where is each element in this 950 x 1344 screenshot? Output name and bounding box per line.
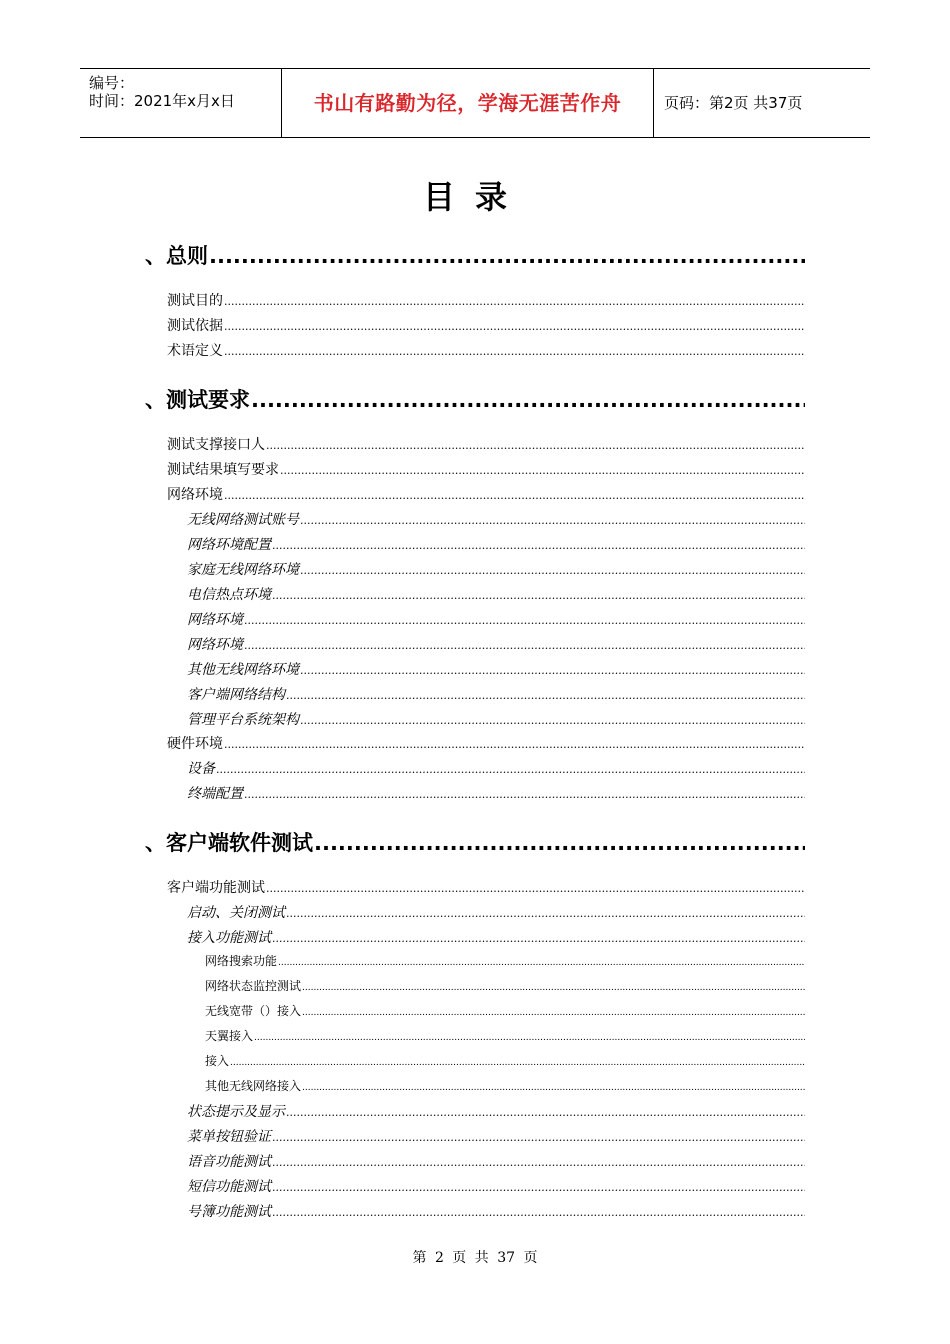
toc-leader-dots (286, 689, 805, 702)
toc-leader-dots (286, 907, 805, 920)
toc-subentry[interactable] (187, 534, 805, 554)
toc-leader-dots (286, 1106, 805, 1119)
toc-leader-dots (302, 1008, 805, 1018)
toc-entry-label: 终端配置 (187, 786, 243, 802)
toc-entry-label: 客户端功能测试 (167, 880, 265, 896)
toc-entry-label: 接入功能测试 (187, 930, 271, 946)
toc-entry-label: 术语定义 (167, 343, 223, 359)
toc-leader-dots (272, 1131, 805, 1144)
toc-subentry[interactable] (187, 902, 805, 922)
toc-entry-label: 测试目的 (167, 293, 223, 309)
toc-entry-label: 网络环境 (187, 612, 243, 628)
toc-entry-label: 客户端网络结构 (187, 687, 285, 703)
toc-entry-label: 启动、关闭测试 (187, 905, 285, 921)
toc-leader-dots (302, 983, 805, 993)
header-center-cell (282, 69, 654, 137)
toc-leader-dots (272, 1156, 805, 1169)
toc-entry[interactable] (167, 340, 805, 360)
toc-subentry[interactable] (187, 509, 805, 529)
toc-entry-label: 接入 (205, 1054, 230, 1068)
toc-entry-label: 客户端软件测试 (166, 831, 313, 855)
motto: 书山有路勤为径，学海无涯苦作舟 (313, 91, 622, 115)
toc-entry-label: 测试依据 (167, 318, 223, 334)
page-title: 目录 (422, 178, 527, 216)
toc-subentry[interactable] (187, 609, 805, 629)
toc-entry-label: 网络环境 (167, 487, 223, 503)
toc-leader-dots (216, 763, 805, 776)
toc-leader-dots (300, 514, 805, 527)
toc-leader-dots (224, 738, 805, 751)
toc-leader-dots (314, 831, 805, 855)
toc-entry-label: 测试结果填写要求 (167, 462, 279, 478)
toc-entry-label: 电信热点环境 (187, 587, 271, 603)
toc-leader-dots (272, 589, 805, 602)
toc-leader-dots (272, 539, 805, 552)
toc-leader-dots (254, 1033, 805, 1043)
toc-leader-dots (244, 614, 805, 627)
toc-leader-dots (244, 788, 805, 801)
toc-leader-dots (280, 464, 805, 477)
toc-subentry[interactable] (187, 1176, 805, 1196)
toc-subsubentry[interactable] (205, 1077, 805, 1094)
toc-entry-label: 总则 (166, 244, 208, 268)
toc-entry-label: 设备 (187, 761, 215, 777)
toc-subentry[interactable] (187, 584, 805, 604)
toc-leader-dots (272, 1206, 805, 1219)
toc-subsubentry[interactable] (205, 977, 805, 994)
header-left-cell (80, 69, 282, 137)
header-right-cell (664, 69, 870, 137)
toc-subentry[interactable] (187, 1151, 805, 1171)
toc-entry-label: 家庭无线网络环境 (187, 562, 299, 578)
toc-entry[interactable] (167, 877, 805, 897)
toc-leader-dots (224, 489, 805, 502)
toc-leader-dots (300, 564, 805, 577)
toc-entry[interactable] (167, 484, 805, 504)
toc-entry-label: 无线网络测试账号 (187, 512, 299, 528)
header-table (80, 68, 870, 138)
toc-heading-2[interactable]: 、 测试要求 ..... (145, 384, 805, 414)
toc-entry-label: 其他无线网络环境 (187, 662, 299, 678)
toc-entry-label: 网络状态监控测试 (205, 979, 302, 993)
toc-leader-dots (224, 345, 805, 358)
toc-leader-dots (251, 388, 805, 412)
toc-entry-label: 网络环境 (187, 637, 243, 653)
toc-leader-dots (266, 439, 805, 452)
toc-subentry[interactable] (187, 783, 805, 803)
toc-subentry[interactable] (187, 709, 805, 729)
toc-subentry[interactable] (187, 1101, 805, 1121)
toc-leader-dots (272, 1181, 805, 1194)
toc-leader-dots (244, 639, 805, 652)
toc-subentry[interactable] (187, 758, 805, 778)
toc-subsubentry[interactable] (205, 1002, 805, 1019)
toc-entry-label: 管理平台系统架构 (187, 712, 299, 728)
toc-leader-dots (224, 320, 805, 333)
toc-entry-label: 测试要求 (166, 388, 250, 412)
toc-entry-label: 天翼接入 (205, 1029, 254, 1043)
toc-subentry[interactable] (187, 927, 805, 947)
toc-leader-dots (209, 244, 805, 268)
toc-entry[interactable] (167, 315, 805, 335)
toc-entry[interactable] (167, 434, 805, 454)
toc-entry-label: 语音功能测试 (187, 1154, 271, 1170)
toc-entry[interactable] (167, 459, 805, 479)
toc-subentry[interactable] (187, 1201, 805, 1221)
toc-entry-label: 菜单按钮验证 (187, 1129, 271, 1145)
toc-entry-label: 号簿功能测试 (187, 1204, 271, 1220)
toc-subsubentry[interactable] (205, 952, 805, 969)
toc-leader-dots (300, 714, 805, 727)
number-label: 编号： (89, 74, 135, 92)
page-info: 页码：第2页 共37页 (664, 94, 803, 112)
toc-leader-dots (272, 932, 805, 945)
toc-subentry[interactable] (187, 684, 805, 704)
toc-subentry[interactable] (187, 1126, 805, 1146)
toc-subentry[interactable] (187, 559, 805, 579)
toc-leader-dots (224, 295, 805, 308)
page-footer: 第 2 页 共 37 页 (412, 1250, 538, 1266)
toc-subsubentry[interactable] (205, 1027, 805, 1044)
time-label: 时间：2021年x月x日 (89, 92, 235, 110)
toc-entry-label: 网络环境配置 (187, 537, 271, 553)
toc-entry-label: 无线宽带（）接入 (205, 1004, 302, 1018)
toc-leader-dots (230, 1058, 805, 1068)
toc-entry-label: 短信功能测试 (187, 1179, 271, 1195)
toc-entry-label: 测试支撑接口人 (167, 437, 265, 453)
toc-subsubentry[interactable] (205, 1052, 805, 1069)
toc-leader-dots (302, 1083, 805, 1093)
toc-subentry[interactable] (187, 659, 805, 679)
toc-heading-1[interactable]: 、 总则 ..... (145, 240, 805, 270)
toc-entry-label: 其他无线网络接入 (205, 1079, 302, 1093)
toc-entry[interactable] (167, 290, 805, 310)
toc-entry[interactable] (167, 733, 805, 753)
toc-entry-label: 硬件环境 (167, 736, 223, 752)
toc-subentry[interactable] (187, 634, 805, 654)
toc-leader-dots (266, 882, 805, 895)
toc-leader-dots (278, 958, 805, 968)
toc-entry-label: 状态提示及显示 (187, 1104, 285, 1120)
toc-leader-dots (300, 664, 805, 677)
toc-heading-3[interactable]: 、 客户端软件测试 ..... (145, 827, 805, 857)
toc-entry-label: 网络搜索功能 (205, 954, 278, 968)
